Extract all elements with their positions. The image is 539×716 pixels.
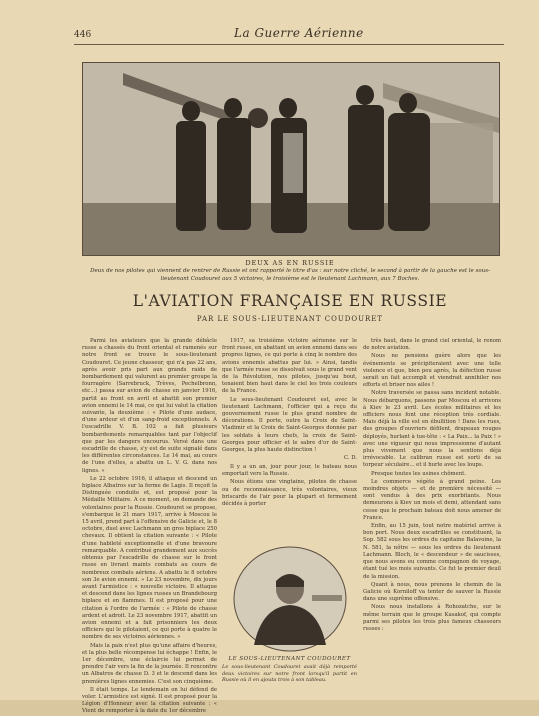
paragraph: Parmi les aviateurs que la grande débâcle russe a chassés du front oriental et ramenés sur notre front se trouve le sous-lieutenant Coudouret. Ce jeune chasseur, qui n'a pas 22 ans, après avoir pris part aux grands raids de bombardement qui valurent au premier groupe la fourragère (Sarrebruck, Trèves, Pechelbronn, etc...) passa sur avion de chasse en janvier 1916, partit au front en avril et abattit son premier avion ennemi le 14 mai, ce qui lui valut la citation suivante, la deuxième : « Pilote d'une audace, d'une ardeur et d'un sang-froid exceptionnels. A l'escadrille V. B. 102 a fait plusieurs bombardements remarquables tant par l'objectif que par les dangers encourus. Versé dans une escadrille de chasse, s'y est de suite signalé dans les différentes circonstances. Le 14 mai, au cours de l'une d'elles, a abattu un L. V. G. dans nos lignes. » [82,338,217,474]
article-column-3 [363,338,501,696]
paragraph: Le 22 octobre 1916, il attaque et descend un biplace Albatros sur la ferme de Lagis. Il reçoit la Distinguée conduite et, est proposé pour la Médaille Militaire. A ce moment, on demande des volontaires pour la Russie. Coudouret se propose, s'embarque le 21 mars 1917, arrive à Moscou le 15 avril, prend part à l'offensive de Galicie et, le 8 octobre, duel avec Lachmann un gros biplace 250 chevaux. Il obtient la citation suivante : « Pilote d'une habileté exceptionnelle et d'une bravoure remarquable. A contribué grandement aux succès obtenus par l'escadrille de chasse sur le front russe en livrant maints combats au cours de nombreux combats aériens. A abattu le 8 octobre son 3e avion ennemi. » Le 23 novembre, dix jours avant l'armistice : « nouvelle victoire. Il attaque et descend dans les lignes russes un Brandebourg biplace et en flammes. Il est proposé pour une citation à l'ordre de l'armée : « Pilote de chasse ardent et adroit. Le 23 novembre 1917, abattit un avion ennemi et a fait prisonniers les deux officiers qui le pilotaient, ce qui porte à quatre le nombre de ses victoires aériennes. » [82,475,217,641]
portrait-photo [232,545,348,653]
paragraph: très haut, dans le grand ciel oriental, le renom de notre aviation. [363,338,501,352]
paragraph: Notre traversée se passa sans incident notable. Nous débarquons, passons par Moscou et arrivons à Kiev le 23 avril. Les écoles militaires et les officiers nous font une réception très cordiale. Mais déjà la ville est en ébullition ! Dans les rues, des groupes d'ouvriers défilent, drapeaux rouges déployés, hurlant à tue-tête : « La Paix... la Paix ! » avec une vigueur qui nous impressionne d'autant plus vivement que nous la sentions déjà irrévocable. Le calibran russe est sorti de sa torpeur séculaire... et il hurle avec les loups. [363,390,501,469]
page-header [74,26,504,45]
portrait-caption-title: LE SOUS-LIEUTENANT COUDOURET [228,656,351,662]
group-photo-illustration [83,63,499,255]
paragraph: Nous nous installons à Rohozatche, sur le même terrain que le groupe Kasakof, qui compte parmi ses pilotes les trois plus fameux chasseurs russes : [363,604,501,632]
paragraph: Presque toutes les usines chôment. [371,470,466,477]
portrait-illustration [232,545,348,653]
article-column-1 [82,338,217,715]
photo-caption-text: Deux de nos pilotes qui viennent de rentrer de Russie et ont rapporté le titre d'as : sur notre cliché, le second à partir de la gauche est le sous-lieutenant Coudouret aux 5 victoires, le troisième est le lieutenant Lachmann, aux 7 Boches. [90,268,490,282]
paragraph: Il était temps. Le lendemain on lui défend de voler. L'armistice est signé. Il est proposé pour la Légion d'Honneur avec la citation suivante : « Vient de remporter à la date du 1er décembre [82,686,217,715]
page-number: 446 [74,30,92,40]
paragraph: Le sous-lieutenant Coudouret est, avec le lieutenant Lachmann, l'officier qui a reçu du gouvernement russe le plus grand nombre de décorations. Il porte, outre la Croix de Saint-Vladimir et la Croix de Saint-Georges donnée par les soldats à leurs chefs, la croix de Saint-Georges pour officier et le sabre d'or de Saint-Georges, la plus haute distinction ! [222,396,357,454]
paragraph: Quant à nous, nous prenons le chemin de la Galicie où Korniloff va tenter de sauver la Russie dans une suprême offensive. [363,581,501,603]
article-byline: PAR LE SOUS-LIEUTENANT COUDOURET [196,315,384,323]
article-column-2-middle [222,464,357,540]
paragraph: Le commerce végète à grand peine. Les moindres objets — et de première nécessité — sont vendus à des prix exorbitants. Nous demeurons à Kiev un mois et demi, attendant sans cesse que le prochain bateau doit nous amener de France. [363,478,501,521]
paragraph: Nous étions une vingtaine, pilotes de chasse ou de reconnaissance, très volontaires, vieux briscards de l'air pour la plupart et fermement décidés à porter [222,479,357,508]
signature: C. D. [344,455,357,462]
paragraph: 1917, sa troisième victoire aérienne sur le front russe, en abattant un avion ennemi dans ses propres lignes, ce qui porte à cinq le nombre des avions ennemis abattus par lui. » Ainsi, tandis que l'armée russe se dissolvait sous le grand vent de la Révolution, nos pilotes, jusqu'au bout, tenaient bien haut dans le ciel les trois couleurs de la France. [222,338,357,395]
article-column-2-top [222,338,357,462]
article-title: L'AVIATION FRANÇAISE EN RUSSIE [132,292,448,310]
group-photo [82,62,500,256]
paragraph: Nous ne pensions guère alors que les événements se précipiteraient avec une telle violence et que, bien peu après, la défection russe serait un fait accompli et viendrait annihiler nos efforts et briser nos ailes ! [363,353,501,389]
paragraph: Il y a un an, jour pour jour, le bateau nous emportait vers la Russie. [222,464,357,478]
paragraph: Enfin, au 15 juin, tout notre matériel arrive à bon port. Nous deux escadrilles se constituent, la Sop. 582 sous les ordres du capitaine Balavoine, la N. 581, la nôtre — sous les ordres du lieutenant Lachmann. Bloch, le « descendeur » de saucisses, que nous avons eu comme compagnon de voyage, étant tué les mois suivants. Ce fut le premier deuil de la mission. [363,523,501,580]
journal-title: La Guerre Aérienne [234,26,364,40]
photo-caption-title: DEUX AS EN RUSSIE [245,259,335,267]
paragraph: Mais la paix n'est plus qu'une affaire d'heures, et la plus belle récompense lui échappe ! Enfin, le 1er décembre, une éclaircie lui permet de prendre l'air vers la fin de la journée. Il rencontre un Albatros de chasse D. 3 et le descend dans les premières lignes ennemies. C'est son cinquième. [82,642,217,685]
portrait-caption-text: Le sous-lieutenant Coudouret avait déjà remporté deux victoires sur notre front lorsqu'il partit en Russie où il en ajouta trois à son tableau. [222,664,357,683]
